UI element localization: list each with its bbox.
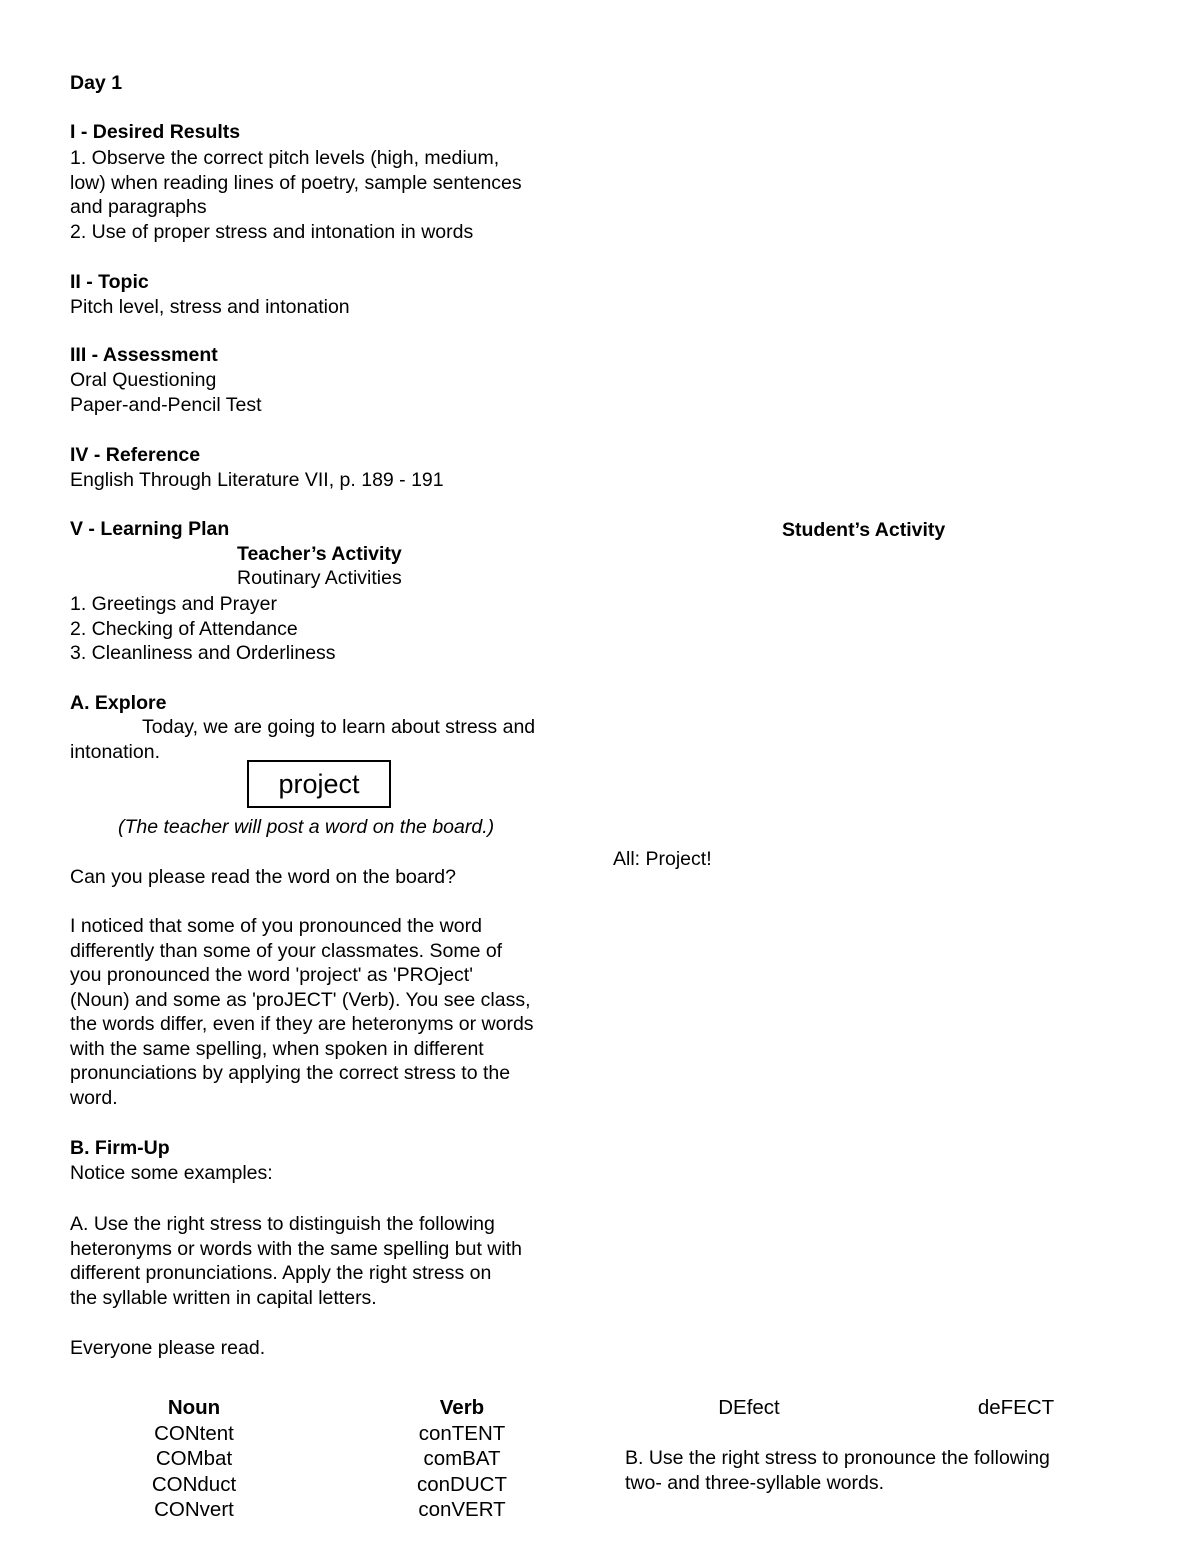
student-activity-heading: Student’s Activity xyxy=(782,519,946,541)
verb-word: comBAT xyxy=(423,1447,501,1470)
day-title: Day 1 xyxy=(70,72,123,94)
firm-up-heading: B. Firm-Up xyxy=(70,1137,170,1159)
learning-plan-heading: V - Learning Plan xyxy=(70,518,230,540)
routine-item: 3. Cleanliness and Orderliness xyxy=(70,642,336,664)
instruction-a-line: heteronyms or words with the same spelling but with xyxy=(70,1237,522,1260)
instruction-b-line: two- and three-syllable words. xyxy=(625,1471,885,1494)
student-answer: All: Project! xyxy=(613,848,712,870)
instruction-a-line: the syllable written in capital letters. xyxy=(70,1286,377,1309)
board-note: (The teacher will post a word on the board.) xyxy=(118,816,495,838)
desired-results-line: 1. Observe the correct pitch levels (high, medium, xyxy=(70,147,500,169)
extra-noun-column xyxy=(659,1395,839,1421)
assessment-line: Paper-and-Pencil Test xyxy=(70,393,262,416)
explanation-line: I noticed that some of you pronounced the word xyxy=(70,915,482,937)
noun-word: CONtent xyxy=(154,1421,234,1445)
desired-results-line: low) when reading lines of poetry, sample sentences xyxy=(70,171,522,194)
desired-results-line: and paragraphs xyxy=(70,196,207,218)
explanation-line: (Noun) and some as 'proJECT' (Verb). You see class, xyxy=(70,988,531,1011)
reference-heading: IV - Reference xyxy=(70,444,201,466)
teacher-activity-heading: Teacher’s Activity xyxy=(237,543,402,565)
desired-results-line: 2. Use of proper stress and intonation in words xyxy=(70,220,474,243)
assessment-heading: III - Assessment xyxy=(70,344,218,366)
explore-heading: A. Explore xyxy=(70,692,167,714)
noun-header: Noun xyxy=(167,1396,221,1419)
explanation-line: with the same spelling, when spoken in different xyxy=(70,1037,484,1060)
routine-item: 1. Greetings and Prayer xyxy=(70,593,278,615)
desired-results-list xyxy=(70,146,522,244)
board-word-box: project xyxy=(247,760,391,808)
instruction-a xyxy=(70,1212,522,1310)
explore-intro-line: Today, we are going to learn about stress and xyxy=(142,716,536,738)
verb-word: conDUCT xyxy=(417,1472,507,1496)
routine-item: 2. Checking of Attendance xyxy=(70,617,298,640)
extra-verb-word: deFECT xyxy=(977,1396,1055,1419)
reference-text: English Through Literature VII, p. 189 - 191 xyxy=(70,469,444,491)
everyone-read: Everyone please read. xyxy=(70,1337,266,1359)
firm-up-notice: Notice some examples: xyxy=(70,1162,273,1184)
noun-word: CONvert xyxy=(154,1498,234,1521)
assessment-line: Oral Questioning xyxy=(70,369,217,391)
instruction-a-line: A. Use the right stress to distinguish the following xyxy=(70,1213,495,1235)
verb-column xyxy=(372,1395,552,1523)
assessment-list xyxy=(70,368,262,417)
verb-word: conTENT xyxy=(418,1421,506,1445)
noun-word: CONduct xyxy=(151,1472,237,1496)
topic-heading: II - Topic xyxy=(70,271,149,293)
routine-heading: Routinary Activities xyxy=(237,567,402,589)
instruction-b-line: B. Use the right stress to pronounce the following xyxy=(625,1447,1050,1469)
explanation-line: differently than some of your classmates. Some of xyxy=(70,939,503,962)
instruction-a-line: different pronunciations. Apply the right stress on xyxy=(70,1262,492,1284)
explanation-line: word. xyxy=(70,1086,118,1109)
extra-verb-column xyxy=(926,1395,1106,1421)
desired-results-heading: I - Desired Results xyxy=(70,121,241,143)
extra-noun-word: DEfect xyxy=(718,1396,780,1419)
explore-question: Can you please read the word on the board? xyxy=(70,866,456,888)
routine-list xyxy=(70,592,336,666)
explore-explanation xyxy=(70,914,534,1110)
noun-word: COMbat xyxy=(155,1447,233,1470)
explanation-line: pronunciations by applying the correct stress to the xyxy=(70,1062,511,1084)
instruction-b xyxy=(625,1446,1050,1495)
explore-intro-line: intonation. xyxy=(70,741,160,763)
topic-text: Pitch level, stress and intonation xyxy=(70,296,350,318)
noun-column xyxy=(104,1395,284,1523)
verb-word: conVERT xyxy=(418,1498,506,1521)
explanation-line: the words differ, even if they are heteronyms or words xyxy=(70,1013,534,1035)
verb-header: Verb xyxy=(439,1396,485,1419)
explanation-line: you pronounced the word 'project' as 'PROject' xyxy=(70,964,473,986)
